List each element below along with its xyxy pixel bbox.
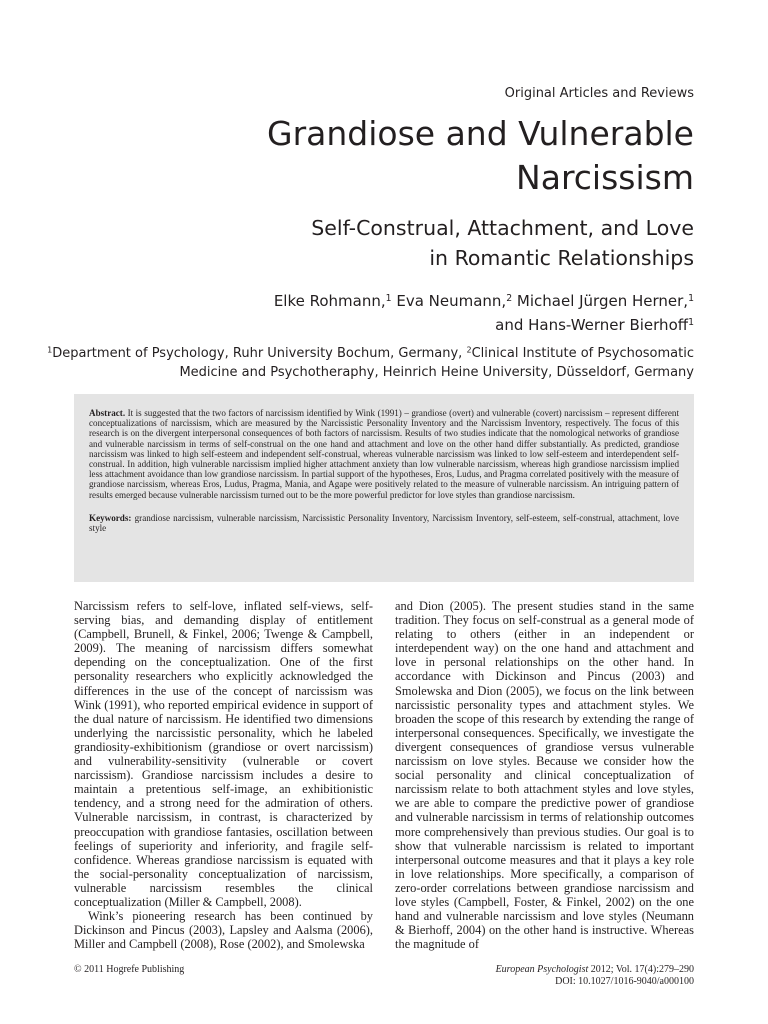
author-line-2 — [274, 313, 694, 337]
volume-info: 2012; Vol. 17(4):279–290 — [588, 964, 694, 975]
body-paragraph: Wink’s pioneering research has been continued by Dickinson and Pincus (2003), Lapsley and Aalsma (2006), Miller and Campbell (2008), Rose (2002), and Smolewska — [74, 909, 373, 952]
article-subtitle — [311, 213, 694, 273]
affiliation-mark: 2 — [466, 345, 472, 355]
body-column-left — [74, 599, 373, 951]
author-name: and Hans-Werner Bierhoff — [495, 316, 689, 334]
author-line-1 — [274, 289, 694, 313]
body-paragraph: and Dion (2005). The present studies stand in the same tradition. They focus on self-construal as a general mode of relating to others (either in an independent or interdependent way) on the one hand and attachment and love in personal relationships on the other hand. In accordance with Dickinson and Pincus (2003) and Smolewska and Dion (2005), we focus on the link between narcissistic personality types and attachment styles. We broaden the scope of this research by extending the range of interpersonal consequences. Specifically, we investigate the divergent consequences of grandiose versus vulnerable narcissism on love styles. Because we consider how the social personality and clinical conceptualization of narcissism relate to both attachment styles and love styles, we are able to compare the predictive power of grandiose and vulnerable narcissism in terms of relationship outcomes more comprehensively than previous studies. Our goal is to show that vulnerable narcissism is related to important interpersonal outcome measures and that it plays a key role in love relationships. More specifically, a comparison of zero-order correlations between grandiose narcissism and love styles (Campbell, Foster, & Finkel, 2002) on the one hand and vulnerable narcissism and love styles (Neumann & Bierhoff, 2004) on the other hand is instructive. Whereas the magnitude of — [395, 599, 694, 952]
affiliation-text: Department of Psychology, Ruhr University Bochum, Germany, — [52, 346, 463, 361]
doi: DOI: 10.1027/1016-9040/a000100 — [555, 976, 694, 987]
title-line-1: Grandiose and Vulnerable — [267, 114, 694, 153]
affiliations — [47, 344, 694, 382]
author-affiliation-mark: 1 — [688, 292, 694, 304]
author-affiliation-mark: 1 — [385, 292, 392, 304]
keywords-text: grandiose narcissism, vulnerable narcissism, Narcissistic Personality Inventory, Narcissism Inventory, self-esteem, self-construal, attachment, love style — [89, 512, 679, 534]
affiliation-text: Clinical Institute of Psychosomatic — [471, 346, 694, 361]
abstract-paragraph — [89, 408, 679, 500]
subtitle-line-1: Self-Construal, Attachment, and Love — [311, 216, 694, 240]
body-paragraph: Narcissism refers to self-love, inflated self-views, self-serving bias, and demanding display of entitlement (Campbell, Brunell, & Finkel, 2006; Twenge & Campbell, 2009). The meaning of narcissism differs somewhat depending on the conceptualization. One of the first personality researchers who explicitly acknowledged the differences in the use of the concept of narcissism was Wink (1991), who reported empirical evidence in support of the dual nature of narcissism. He identified two dimensions underlying the narcissistic personality, which he labeled grandiosity-exhibitionism (grandiose or overt narcissism) and vulnerability-sensitivity (vulnerable or covert narcissism). Grandiose narcissism includes a desire to maintain a pretentious self-image, an exhibitionistic tendency, and a strong need for the admiration of others. Vulnerable narcissism, in contrast, is characterized by preoccupation with grandiose fantasies, oscillation between feelings of superiority and inferiority, and fragile self-confidence. Whereas grandiose narcissism is equated with the social-personality conceptualization of narcissism, vulnerable narcissism resembles the clinical conceptualization (Miller & Campbell, 2008). — [74, 599, 373, 909]
affiliation-mark: 1 — [47, 345, 53, 355]
author-name: Eva Neumann, — [396, 292, 507, 310]
article-title — [267, 112, 694, 200]
author-name: Michael Jürgen Herner, — [516, 292, 689, 310]
subtitle-line-2: in Romantic Relationships — [429, 246, 694, 270]
title-line-2: Narcissism — [516, 158, 694, 197]
abstract-box — [74, 394, 694, 582]
affiliation-line-2: Medicine and Psychotheraphy, Heinrich Heine University, Düsseldorf, Germany — [179, 365, 694, 380]
body-column-right — [395, 599, 694, 951]
author-affiliation-mark: 2 — [506, 292, 513, 304]
journal-name: European Psychologist — [495, 964, 589, 975]
author-name: Elke Rohmann, — [273, 292, 386, 310]
citation-footer — [496, 964, 694, 988]
abstract-label: Abstract. — [89, 408, 126, 418]
author-affiliation-mark: 1 — [688, 316, 694, 328]
section-label: Original Articles and Reviews — [504, 86, 694, 101]
journal-citation — [496, 964, 694, 976]
copyright-notice: © 2011 Hogrefe Publishing — [74, 964, 185, 975]
keywords — [89, 513, 679, 533]
abstract-text: It is suggested that the two factors of narcissism identified by Wink (1991) – grandiose (overt) and vulnerable (covert) narcissism – represent different conceptualizations of narcissism, which are measured by the Narcissistic Personality Inventory and the Narcissism Inventory, respectively. The focus of this research is on the divergent interpersonal consequences of both factors of narcissism. Results of two studies indicate that the nomological networks of grandiose and vulnerable narcissism in terms of self-construal on the one hand and attachment and love on the other hand differ substantially. As predicted, grandiose narcissism was linked to high self-esteem and independent self-construal, whereas vulnerable narcissism was linked to low self-esteem and interdependent self-construal. In addition, high vulnerable narcissism implied higher attachment anxiety than low vulnerable narcissism, whereas high grandiose narcissism implied less attachment avoidance than low grandiose narcissism. In partial support of the hypotheses, Eros, Ludus, and Pragma correlated positively with the measure of grandiose narcissism, whereas Eros, Ludus, Pragma, Mania, and Agape were positively related to the measure of vulnerable narcissism. An intriguing pattern of results emerged because vulnerable narcissism turned out to be the more powerful predictor for love styles than grandiose narcissism. — [89, 408, 679, 500]
affiliation-line-1 — [47, 344, 694, 363]
keywords-label: Keywords: — [89, 512, 132, 523]
author-list — [274, 289, 694, 337]
